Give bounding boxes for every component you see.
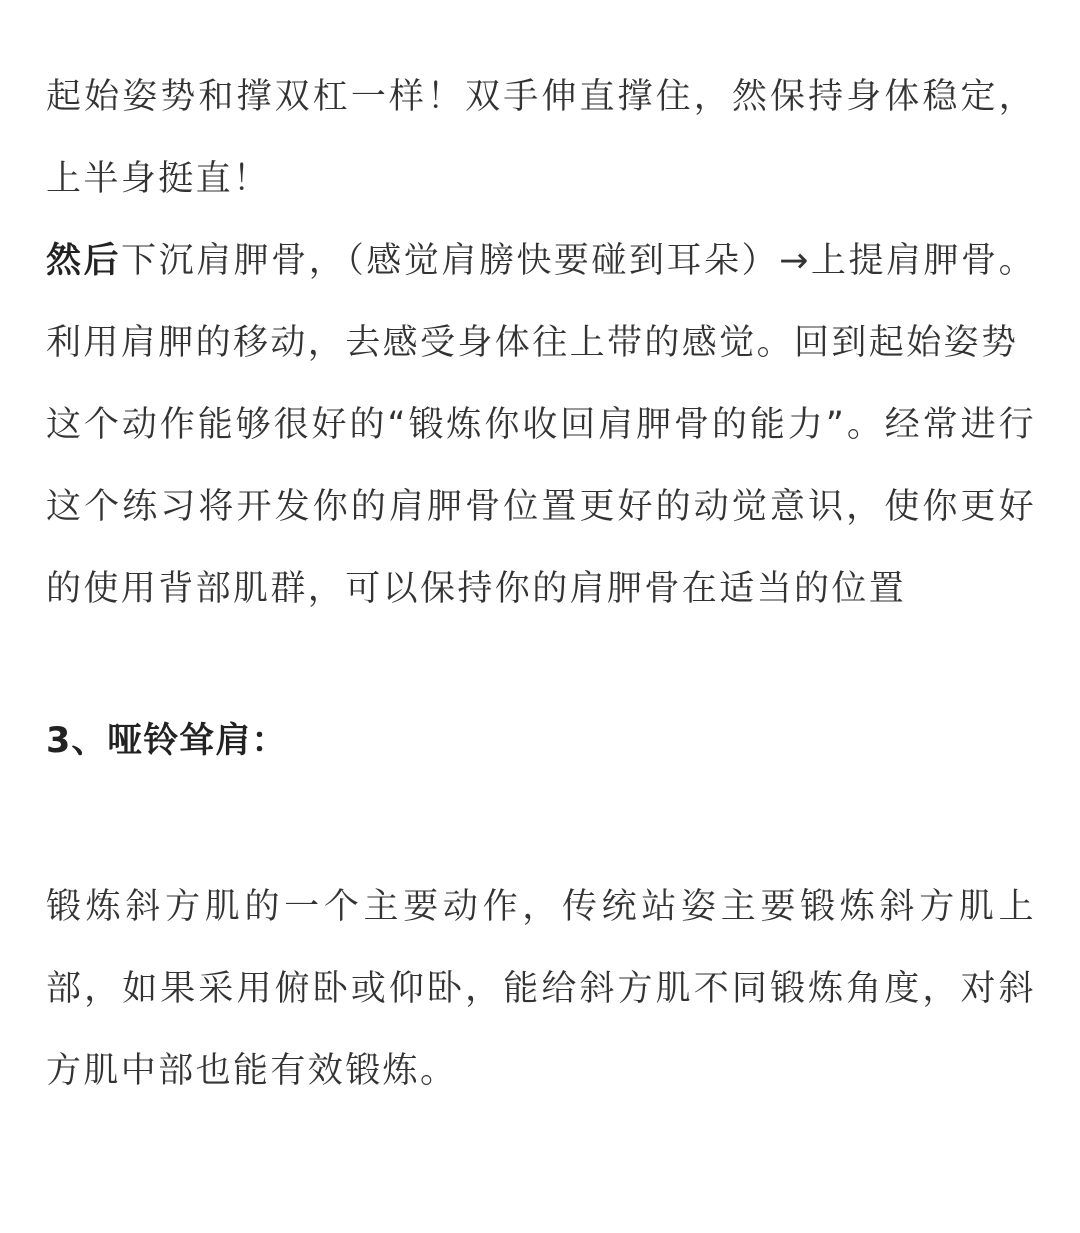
spacer (46, 782, 1036, 866)
paragraph-shoulder-movement-text: 下沉肩胛骨，（感觉肩膀快要碰到耳朵）→上提肩胛骨。利用肩胛的移动，去感受身体往上带的感觉。回到起始姿势 (46, 241, 1036, 363)
paragraph-shrug-description: 锻炼斜方肌的一个主要动作，传统站姿主要锻炼斜方肌上部，如果采用俯卧或仰卧，能给斜方肌不同锻炼角度，对斜方肌中部也能有效锻炼。 (46, 887, 1036, 1091)
spacer (46, 630, 1036, 700)
paragraph-start-position: 起始姿势和撑双杠一样！双手伸直撑住，然保持身体稳定，上半身挺直！ (46, 77, 1036, 199)
bold-lead-text: 然后 (46, 241, 122, 281)
article-body (46, 56, 1036, 1112)
paragraph-benefit: 这个动作能够很好的“锻炼你收回肩胛骨的能力”。经常进行这个练习将开发你的肩胛骨位置更好的动觉意识，使你更好的使用背部肌群，可以保持你的肩胛骨在适当的位置 (46, 405, 1036, 609)
section-heading: 3、哑铃耸肩： (46, 721, 288, 761)
paragraph-shoulder-movement (46, 220, 1036, 384)
